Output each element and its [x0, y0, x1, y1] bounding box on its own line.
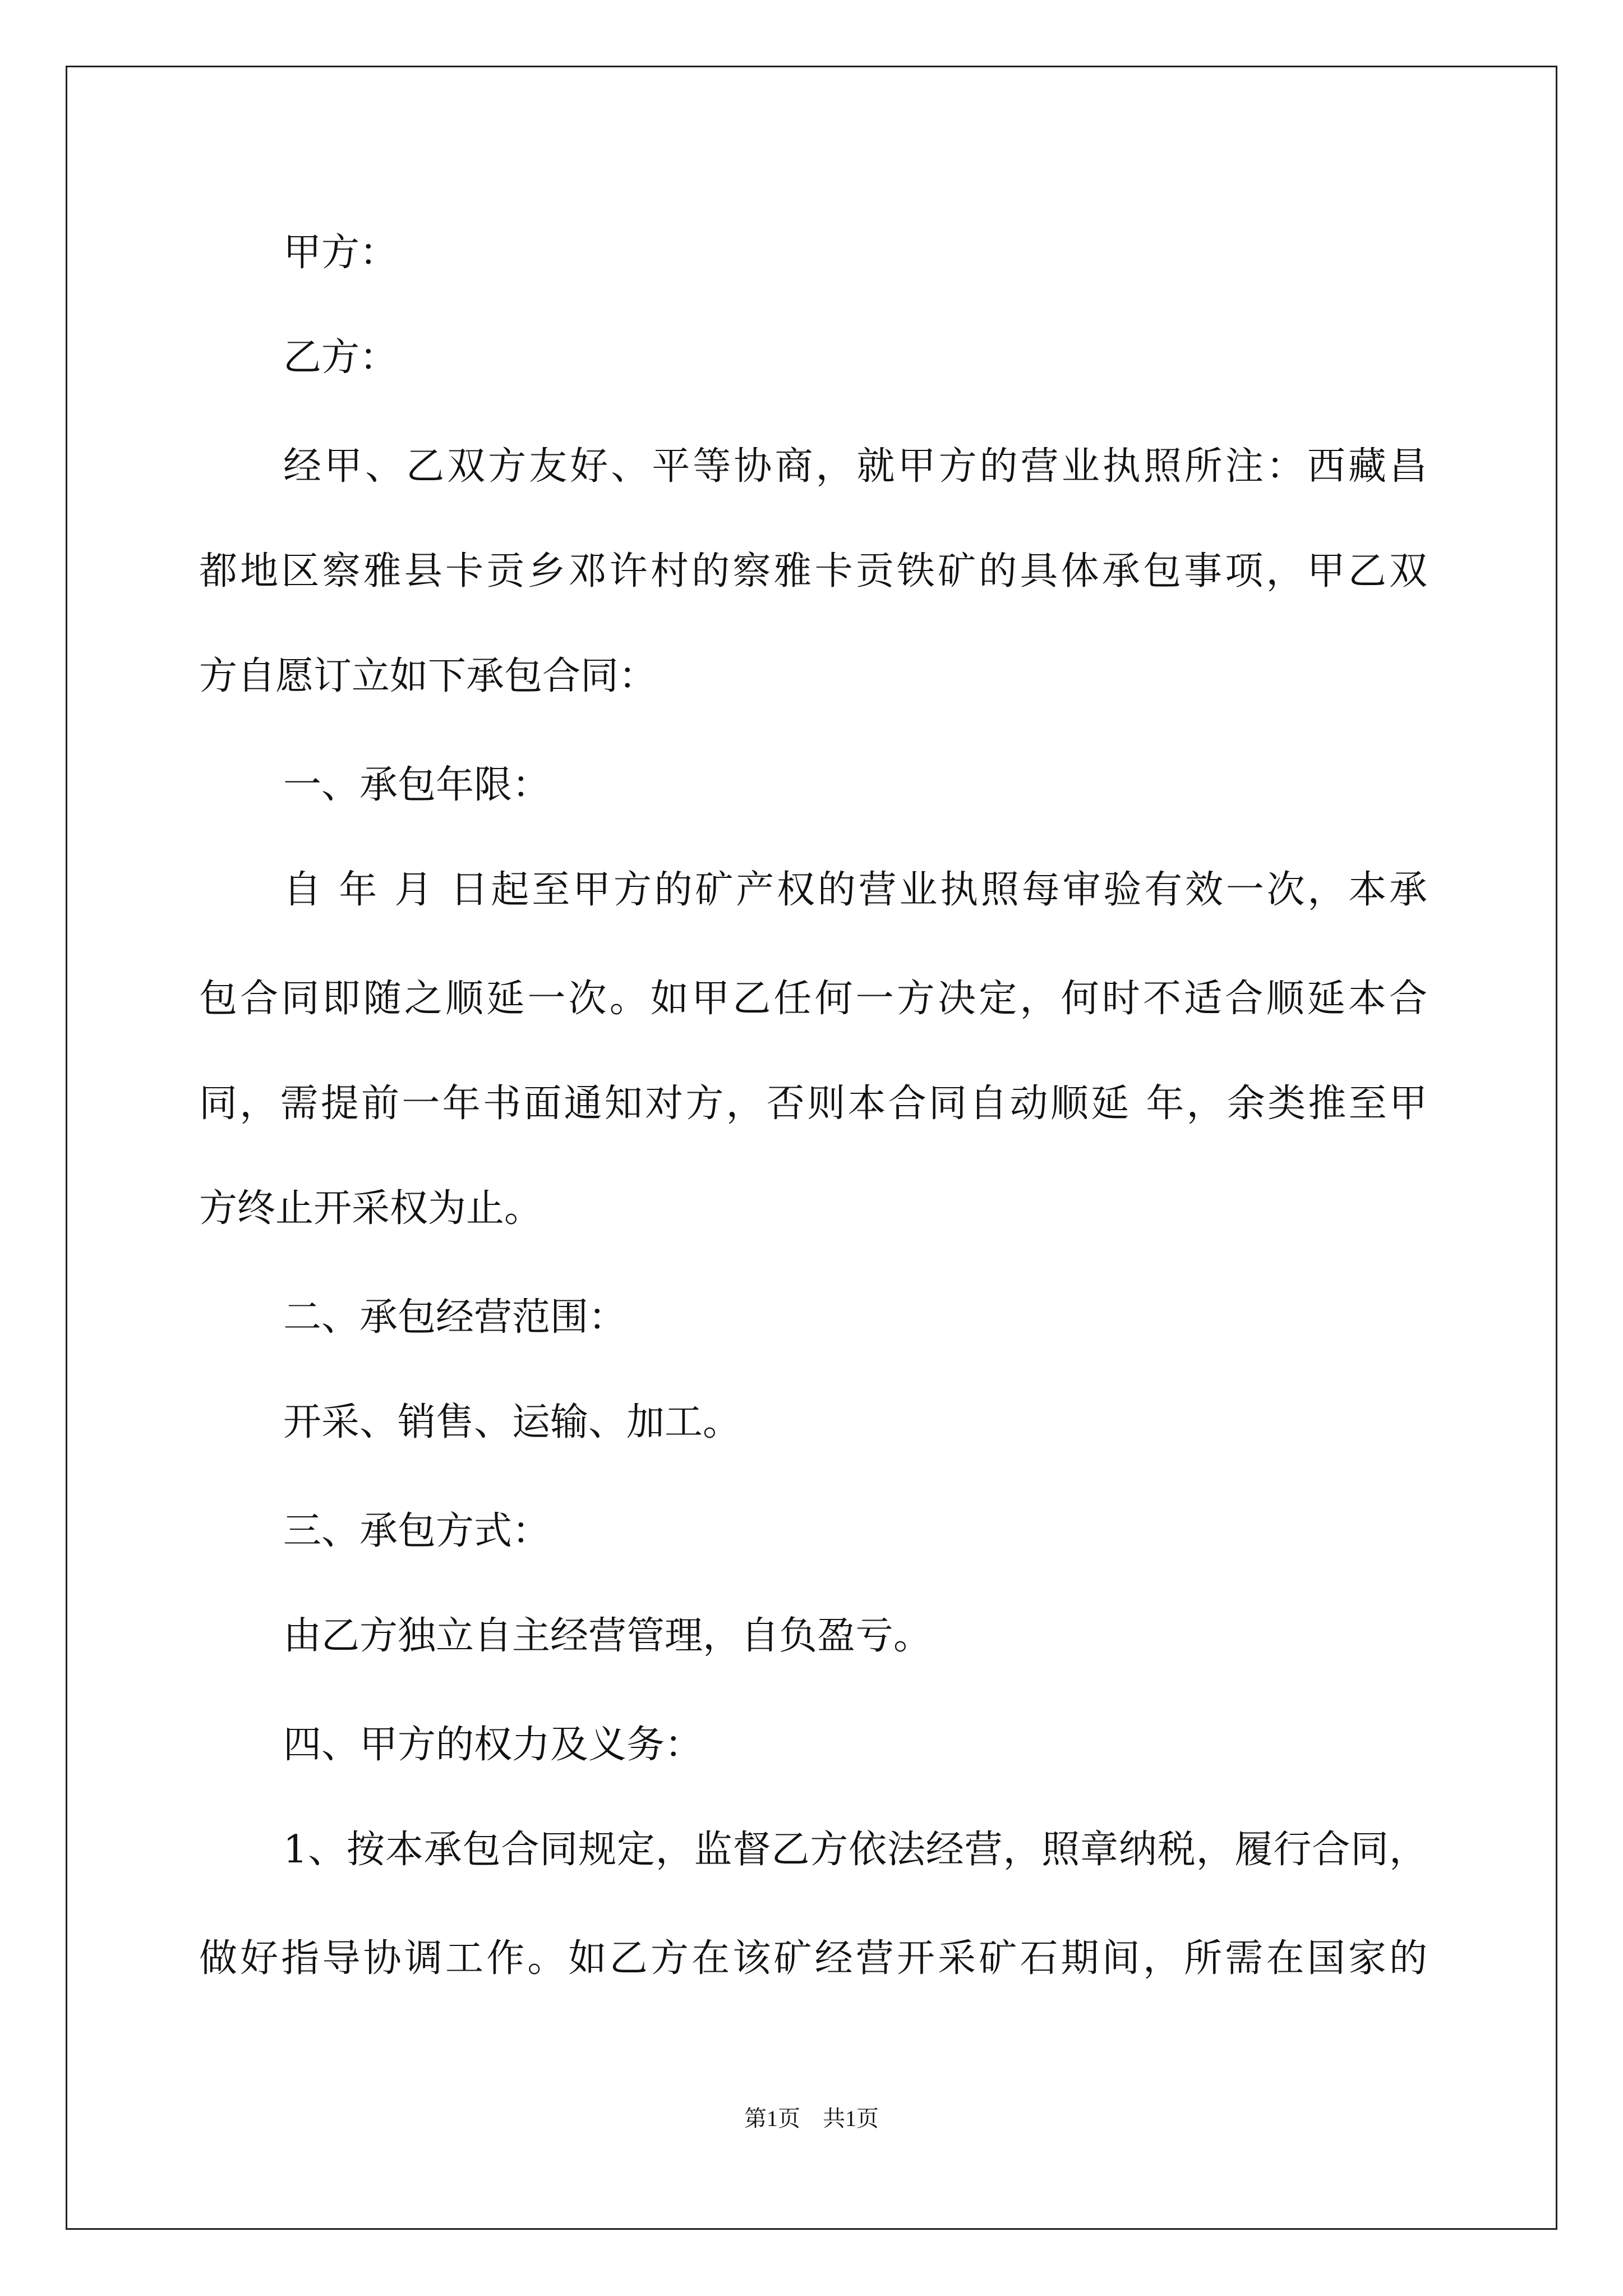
section-4-item-1-line-1: 1、按本承包合同规定，监督乙方依法经营，照章纳税，履行合同，	[283, 1828, 1427, 1872]
section-1-text-line-1: 自 年 月 日起至甲方的矿产权的营业执照每审验有效一次，本承	[283, 868, 1427, 912]
section-4-heading: 四、甲方的权力及义务：	[283, 1723, 703, 1767]
section-1-text-line-3: 同，需提前一年书面通知对方，否则本合同自动顺延 年，余类推至甲	[199, 1082, 1427, 1126]
section-2-heading: 二、承包经营范围：	[283, 1295, 627, 1340]
page-border	[66, 66, 1557, 2230]
section-1-text-line-2: 包合同即随之顺延一次。如甲乙任何一方决定，何时不适合顺延本合	[199, 977, 1427, 1021]
party-a-line: 甲方：	[283, 231, 398, 275]
section-3-heading: 三、承包方式：	[283, 1509, 551, 1553]
section-1-heading: 一、承包年限：	[283, 763, 551, 807]
section-2-text: 开采、销售、运输、加工。	[283, 1400, 741, 1444]
page-number-footer: 第1页 共1页	[744, 2106, 879, 2131]
paragraph-intro-line-2: 都地区察雅县卡贡乡邓许村的察雅卡贡铁矿的具体承包事项，甲乙双	[199, 549, 1427, 593]
section-1-text-line-4: 方终止开采权为止。	[199, 1186, 543, 1231]
paragraph-intro-line-3: 方自愿订立如下承包合同：	[199, 654, 657, 698]
paragraph-intro-line-1: 经甲、乙双方友好、平等协商，就甲方的营业执照所注：西藏昌	[283, 444, 1427, 489]
party-b-line: 乙方：	[283, 335, 398, 380]
section-4-item-1-line-2: 做好指导协调工作。如乙方在该矿经营开采矿石期间，所需在国家的	[199, 1936, 1427, 1981]
section-3-text: 由乙方独立自主经营管理，自负盈亏。	[283, 1614, 932, 1658]
